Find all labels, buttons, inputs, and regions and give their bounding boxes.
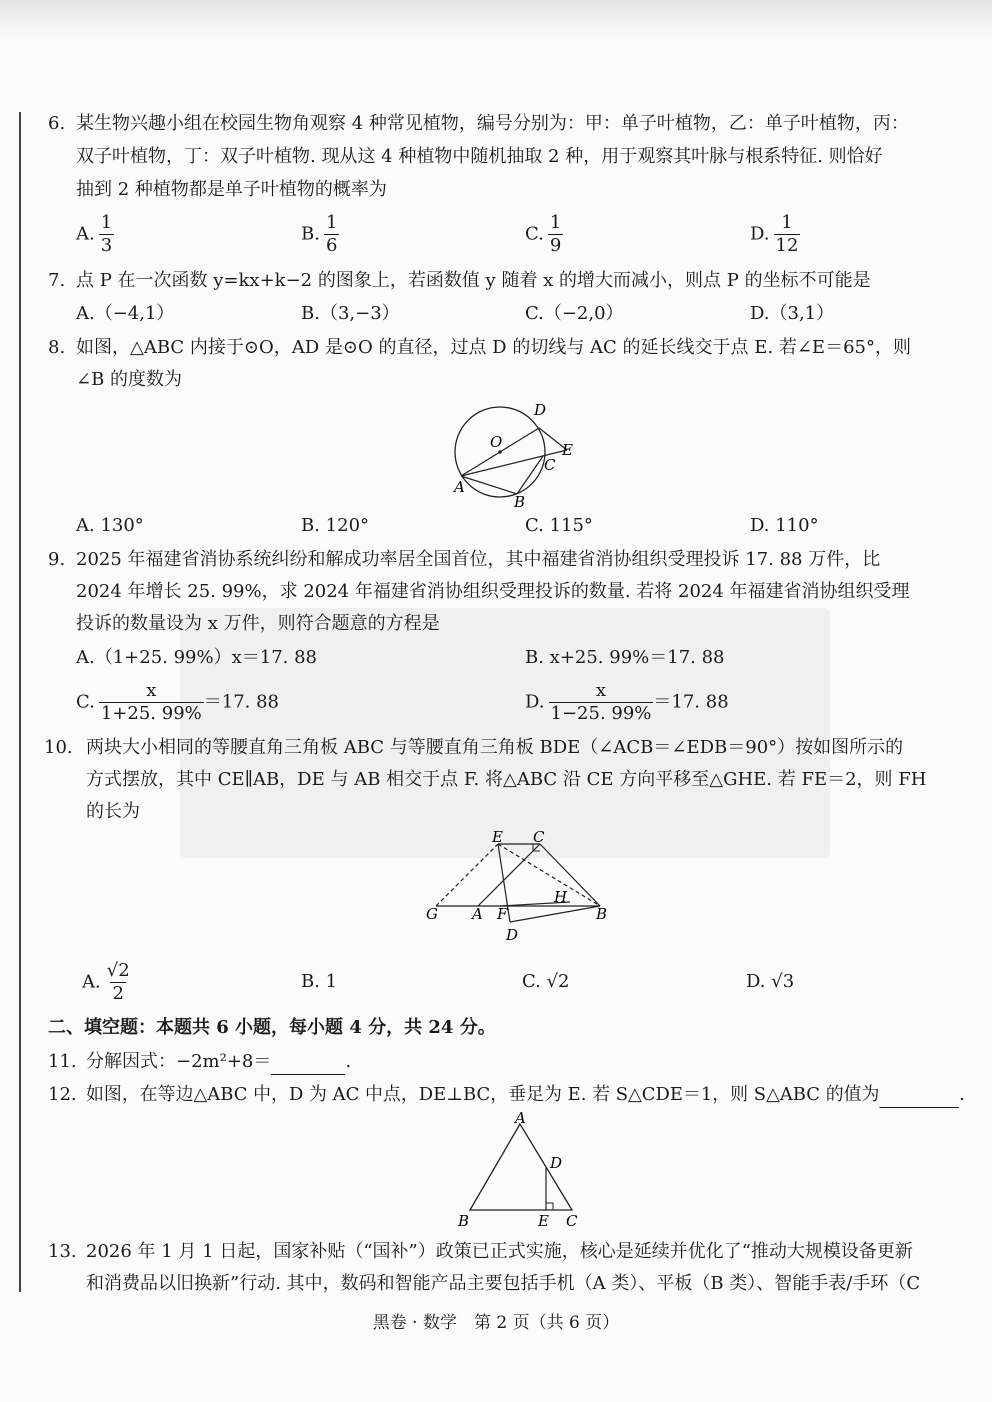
option-c: C. 115°: [525, 515, 593, 536]
option-d: D. √3: [746, 971, 795, 992]
triangle-plates-figure: [420, 826, 620, 946]
question-number: 7.: [48, 270, 66, 291]
label-h: H: [554, 888, 568, 906]
question-text-line: 2024 年增长 25. 99%，求 2024 年福建省消协组织受理投诉的数量. 若将 2024 年福建省消协组织受理: [76, 581, 910, 602]
question-text-line: 两块大小相同的等腰直角三角板 ABC 与等腰直角三角板 BDE（∠ACB＝∠EDB＝90°）按如图所示的: [86, 737, 904, 758]
question-text-line: 投诉的数量设为 x 万件，则符合题意的方程是: [76, 613, 440, 634]
question-text-line: 某生物兴趣小组在校园生物角观察 4 种常见植物，编号分别为：甲：单子叶植物，乙：单子叶植物，丙：: [76, 113, 909, 134]
option-a: A.（−4,1）: [76, 303, 175, 324]
label-e: E: [538, 1212, 549, 1230]
option-b: B. x+25. 99%＝17. 88: [525, 647, 725, 668]
label-b: B: [596, 905, 608, 923]
answer-blank[interactable]: [271, 1050, 345, 1075]
option-a: A. $\frac{1}{3}$: [76, 212, 113, 256]
label-c: C: [566, 1212, 578, 1230]
right-angle-e: [546, 1203, 553, 1210]
segment-ge: [436, 844, 498, 906]
label-a: A: [515, 1110, 526, 1127]
question-text-line: 的长为: [86, 801, 140, 822]
label-c: C: [544, 456, 556, 474]
question-number: 9.: [48, 549, 66, 570]
binding-margin-line: [19, 112, 21, 1292]
question-number: 12.: [48, 1084, 77, 1105]
label-b: B: [458, 1212, 470, 1230]
label-e: E: [492, 828, 503, 846]
question-text-line: 点 P 在一次函数 y=kx+k−2 的图象上，若函数值 y 随着 x 的增大而减小，则点 P 的坐标不可能是: [76, 270, 871, 291]
equilateral-triangle-figure: [452, 1110, 592, 1230]
option-d: D. $\frac{1}{12}$: [750, 212, 799, 256]
question-text-line: 如图，在等边△ABC 中，D 为 AC 中点，DE⊥BC，垂足为 E. 若 S△CDE＝1，则 S△ABC 的值为 .: [86, 1083, 965, 1108]
label-o: O: [490, 433, 503, 451]
section-heading: 二、填空题：本题共 6 小题，每小题 4 分，共 24 分。: [48, 1017, 496, 1038]
segment-db: [510, 906, 600, 922]
option-c: C. $\frac{x}{1+25. 99\%}$ ＝17. 88: [76, 680, 280, 724]
circle-figure: [440, 398, 590, 513]
scan-top-shadow: [0, 0, 992, 42]
option-b: B. 120°: [301, 515, 370, 536]
option-a: A. $\frac{√2}{2}$: [82, 960, 130, 1004]
question-text-line: 和消费品以旧换新”行动. 其中，数码和智能产品主要包括手机（A 类）、平板（B 类）、智能手表/手环（C: [86, 1273, 921, 1294]
answer-blank[interactable]: [879, 1083, 959, 1108]
question-number: 11.: [48, 1051, 77, 1072]
option-c: C.（−2,0）: [525, 303, 624, 324]
option-d: D. $\frac{x}{1-25. 99\%}$ ＝17. 88: [525, 680, 729, 724]
label-a: A: [454, 478, 465, 496]
question-number: 13.: [48, 1241, 77, 1262]
label-d: D: [550, 1154, 563, 1172]
label-a: A: [472, 905, 483, 923]
label-d: D: [534, 401, 547, 419]
option-a: A.（1+25. 99%）x＝17. 88: [76, 647, 318, 668]
question-number: 10.: [44, 737, 73, 758]
segment-ac: [478, 844, 540, 906]
page-footer: 黑卷 · 数学 第 2 页（共 6 页）: [372, 1313, 620, 1333]
option-b: B. 1: [301, 971, 338, 992]
label-g: G: [426, 905, 438, 923]
question-text-line: 如图，△ABC 内接于⊙O，AD 是⊙O 的直径，过点 D 的切线与 AC 的延长线交于点 E. 若∠E＝65°，则: [76, 337, 911, 358]
option-b: B.（3,−3）: [301, 303, 400, 324]
option-c: C. √2: [522, 971, 570, 992]
question-number: 8.: [48, 337, 66, 358]
label-f: F: [497, 905, 508, 923]
question-text-line: 2026 年 1 月 1 日起，国家补贴（“国补”）政策已正式实施，核心是延续并优化了“推动大规模设备更新: [86, 1241, 913, 1262]
label-c: C: [533, 828, 545, 846]
label-d: D: [506, 926, 519, 944]
question-number: 6.: [48, 113, 66, 134]
question-text-line: 分解因式：−2m²+8＝ .: [86, 1050, 351, 1075]
question-text-line: ∠B 的度数为: [76, 369, 183, 390]
option-a: A. 130°: [76, 515, 144, 536]
label-b: B: [514, 493, 526, 511]
question-text-line: 抽到 2 种植物都是单子叶植物的概率为: [76, 179, 387, 200]
question-text-line: 2025 年福建省消协系统纠纷和解成功率居全国首位，其中福建省消协组织受理投诉 17. 88 万件，比: [76, 549, 881, 570]
option-d: D.（3,1）: [750, 303, 835, 324]
question-text-line: 方式摆放，其中 CE∥AB，DE 与 AB 相交于点 F. 将△ABC 沿 CE 方向平移至△GHE. 若 FE＝2，则 FH: [86, 769, 927, 790]
option-d: D. 110°: [750, 515, 819, 536]
label-e: E: [562, 441, 573, 459]
option-b: B. $\frac{1}{6}$: [301, 212, 338, 256]
question-text-line: 双子叶植物，丁：双子叶植物. 现从这 4 种植物中随机抽取 2 种，用于观察其叶脉与根系特征. 则恰好: [76, 146, 883, 167]
option-c: C. $\frac{1}{9}$: [525, 212, 562, 256]
